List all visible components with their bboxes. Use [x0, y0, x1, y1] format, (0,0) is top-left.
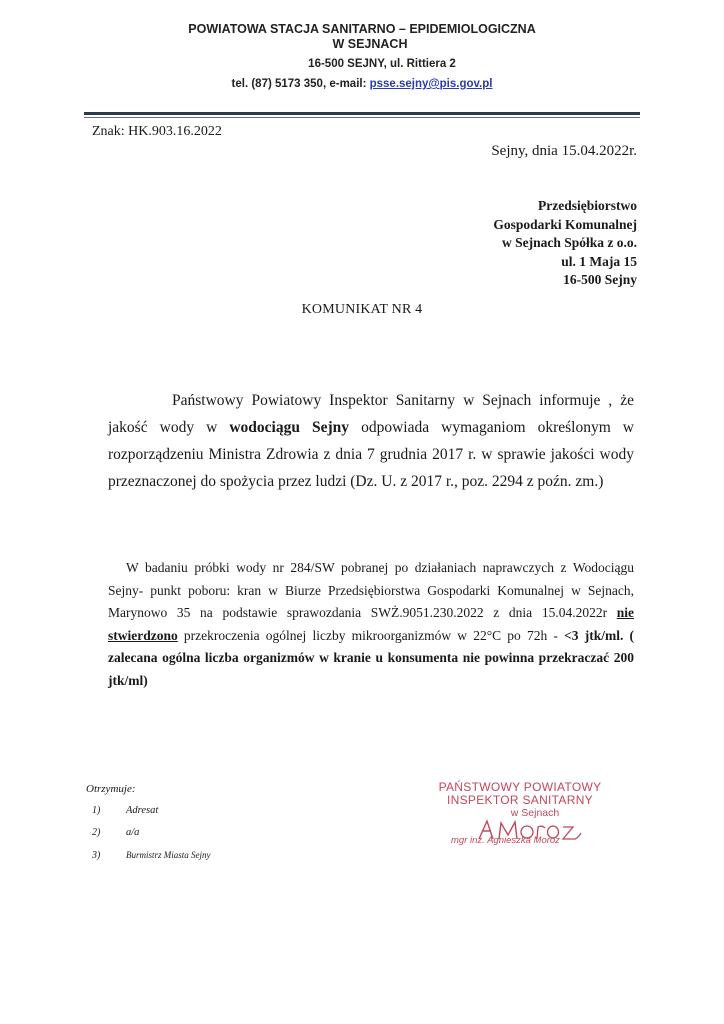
stamp-line-1: PAŃSTWOWY POWIATOWY	[438, 780, 602, 794]
header-divider-thick	[84, 112, 640, 115]
institution-contact	[0, 78, 724, 90]
recipient-line-1: Przedsiębiorstwo	[538, 198, 637, 213]
contact-email-link[interactable]: psse.sejny@pis.gov.pl	[369, 78, 493, 90]
paragraph1-bold-term: wodociągu Sejny	[229, 419, 350, 436]
announcement-paragraph	[108, 387, 634, 495]
list-item-text: a/a	[126, 827, 140, 838]
stamp-signer-name: mgr inż. Agnieszka Moroz	[451, 835, 560, 846]
list-item	[92, 800, 211, 822]
document-date: Sejny, dnia 15.04.2022r.	[491, 143, 637, 159]
recipient-address	[493, 197, 637, 290]
list-item-number: 2)	[92, 827, 101, 838]
institution-address: 16-500 SEJNY, ul. Rittiera 2	[308, 58, 456, 70]
recipient-line-4: ul. 1 Maja 15	[561, 253, 637, 269]
header-divider-thin	[84, 117, 640, 118]
paragraph2-part-c: przekroczenia ogólnej liczby mikroorganizmów w 22°C po 72h -	[177, 627, 565, 643]
list-item	[92, 822, 211, 844]
institution-name: POWIATOWA STACJA SANITARNO – EPIDEMIOLOGICZNA	[188, 22, 536, 36]
list-item-number: 1)	[92, 805, 101, 816]
stamp-line-3: w Sejnach	[510, 807, 560, 819]
institution-location: W SEJNACH	[332, 37, 408, 51]
recipient-line-2: Gospodarki Komunalnej	[493, 216, 637, 232]
recipients-label: Otrzymuje:	[86, 783, 136, 795]
document-title: KOMUNIKAT NR 4	[301, 302, 423, 317]
paragraph1-part-d: odpowiada wymaganiom określonym w rozporządzeniu Ministra Zdrowia z dnia 7 grudnia 2017 r. w sprawie jakości wody przeznaczonej do spożycia przez ludzi (Dz. U. z 2017 r., poz. 2294 z poźn. zm.)	[108, 419, 634, 490]
paragraph2-finding: nie stwierdzono	[108, 605, 634, 643]
paragraph1-part-a: Państwowy Powiatowy Inspektor Sanitarny w Sejnach	[172, 392, 532, 409]
list-item	[92, 844, 211, 866]
contact-phone: tel. (87) 5173 350, e-mail:	[231, 78, 370, 90]
paragraph2-bold-result: <3 jtk/ml. ( zalecana ogólna liczba organizmów w kranie u konsumenta nie powinna przekraczać 200 jtk/ml)	[108, 627, 634, 688]
list-item-text: Adresat	[126, 805, 159, 816]
list-item-text: Burmistrz Miasta Sejny	[126, 850, 211, 860]
stamp-line-2: INSPEKTOR SANITARNY	[447, 793, 593, 807]
recipient-line-3: w Sejnach Spółka z o.o.	[501, 235, 637, 250]
reference-number: Znak: HK.903.16.2022	[92, 124, 222, 139]
list-item-number: 3)	[92, 850, 101, 861]
official-stamp	[425, 780, 615, 846]
recipients-list	[92, 800, 211, 866]
test-result-paragraph	[108, 557, 634, 692]
recipient-line-5: 16-500 Sejny	[563, 272, 637, 287]
paragraph2-part-a: W badaniu próbki wody nr 284/SW pobranej po działaniach naprawczych z Wodociągu Sejny- punkt poboru: kran w Biurze Przedsiębiorstwa Gospodarki Komunalnej w Sejnach, Marynowo 35 na podstawie sprawozdania SWŻ.9051.230.2022 z dnia 15.04.2022r	[108, 560, 634, 620]
paragraph1-part-b: informuje , że jakość wody w	[108, 392, 635, 436]
